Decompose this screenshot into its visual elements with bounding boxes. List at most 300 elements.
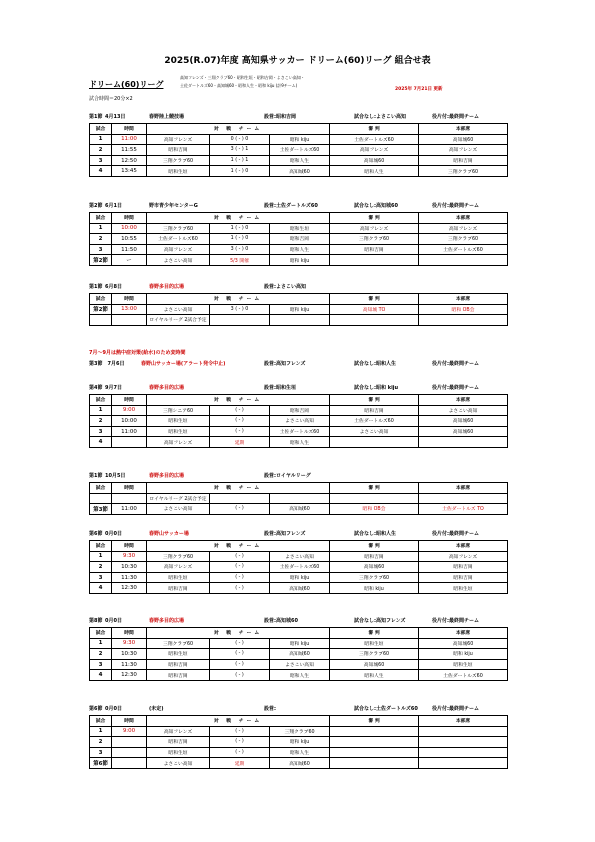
cell-no: 第2節 xyxy=(90,255,112,266)
cell-score xyxy=(210,315,270,326)
cell-ref: 土佐ダートルズ60 xyxy=(330,416,419,427)
table-row xyxy=(90,426,508,437)
section-3 xyxy=(89,384,507,448)
table-row xyxy=(90,223,508,234)
cell-away: 昭和人生 xyxy=(270,244,330,255)
section-header xyxy=(89,705,507,715)
header-no: 試合 xyxy=(90,483,112,494)
cell-no: 3 xyxy=(90,572,112,583)
cell-home: 高知フレンズ xyxy=(147,244,210,255)
cell-score: 3 ( - ) 1 xyxy=(210,145,270,156)
header-no: 試合 xyxy=(90,294,112,305)
notice-round3-setup: 設営:高知フレンズ xyxy=(264,361,306,367)
notice-round3 xyxy=(89,360,507,370)
teams-list-line1: 高知フレンズ・三翔クラブ60・昭和生垣・昭和吉岡・よさこい高知・ xyxy=(180,75,305,80)
header-host: 本部席 xyxy=(419,541,508,552)
cell-away: 高知城60 xyxy=(270,758,330,769)
header-no: 試合 xyxy=(90,541,112,552)
table-row xyxy=(90,166,508,177)
cell-ref: 昭和吉岡 xyxy=(330,405,419,416)
cell-time: 11:30 xyxy=(112,659,147,670)
cell-host: 土佐ダートルズ TO xyxy=(419,504,508,515)
notice-round3-off: 試合なし:昭和人生 xyxy=(354,361,397,367)
date-label: 6月1日 xyxy=(105,203,122,209)
cell-score: ( - ) xyxy=(210,649,270,660)
cell-away: 土佐ダートルズ60 xyxy=(270,426,330,437)
round-label: 第8節 xyxy=(89,618,103,624)
cell-away: 昭和吉岡 xyxy=(270,405,330,416)
cell-no: 3 xyxy=(90,426,112,437)
duty-label: 役片付:最終間チーム xyxy=(432,203,480,209)
table-header-row xyxy=(90,213,508,224)
cell-time: 9:30 xyxy=(112,638,147,649)
cell-score: 5/3 開催 xyxy=(210,255,270,266)
teams-list-line2: 土佐ダートルズ60・高知城60・昭和人生・昭和 kiju (計9チーム) xyxy=(180,83,298,88)
table-row xyxy=(90,315,508,326)
cell-time xyxy=(112,737,147,748)
cell-host: 高知城60 xyxy=(419,416,508,427)
cell-ref: 高知フレンズ xyxy=(330,145,419,156)
cell-away: よさこい高知 xyxy=(270,416,330,427)
cell-score: ( - ) xyxy=(210,405,270,416)
table-row xyxy=(90,437,508,448)
cell-time: 12:30 xyxy=(112,670,147,681)
header-host: 本部席 xyxy=(419,628,508,639)
cell-ref: 三翔クラブ60 xyxy=(330,572,419,583)
table-row xyxy=(90,304,508,315)
header-match: 対 戦 チーム xyxy=(147,716,330,727)
cell-no: 1 xyxy=(90,223,112,234)
cell-time: 11:00 xyxy=(112,134,147,145)
cell-ref: 高知フレンズ xyxy=(330,223,419,234)
cell-home: 土佐ダートルズ60 xyxy=(147,234,210,245)
section-header xyxy=(89,283,507,293)
header-match: 対 戦 チーム xyxy=(147,628,330,639)
notice-round3-duty: 役片付:最終間チーム xyxy=(432,361,480,367)
setup-label: 設営:昭和生垣 xyxy=(264,385,297,391)
cell-home: 昭和生垣 xyxy=(147,416,210,427)
cell-no: 1 xyxy=(90,551,112,562)
header-time: 時間 xyxy=(112,483,147,494)
setup-label: 設営:昭和吉岡 xyxy=(264,114,297,120)
duty-label: 役片付:最終間チーム xyxy=(432,618,480,624)
section-4 xyxy=(89,472,507,515)
cell-away xyxy=(270,493,330,504)
cell-away xyxy=(270,315,330,326)
cell-score: 1 ( - ) 1 xyxy=(210,155,270,166)
cell-score: 3 ( - ) 0 xyxy=(210,304,270,315)
cell-score: ( - ) xyxy=(210,416,270,427)
cell-score: 3 ( - ) 0 xyxy=(210,244,270,255)
header-referee: 審 判 xyxy=(330,716,419,727)
header-referee: 審 判 xyxy=(330,541,419,552)
section-0 xyxy=(89,113,507,177)
setup-label: 設営:よさこい高知 xyxy=(264,284,307,290)
schedule-table xyxy=(89,293,508,326)
cell-away: 昭和 kiju xyxy=(270,255,330,266)
cell-home: 三翔クラブ60 xyxy=(147,223,210,234)
cell-no: 3 xyxy=(90,244,112,255)
cell-ref: 高知城60 xyxy=(330,659,419,670)
cell-no: 2 xyxy=(90,145,112,156)
updated-date: 2025年 7月21日 更新 xyxy=(395,87,443,92)
header-referee: 審 判 xyxy=(330,294,419,305)
cell-home: 昭和生垣 xyxy=(147,747,210,758)
cell-host xyxy=(419,737,508,748)
table-row xyxy=(90,726,508,737)
cell-away: 昭和人生 xyxy=(270,670,330,681)
off-label: 試合なし:昭和 kiju xyxy=(354,385,399,391)
date-label: 9月7日 xyxy=(105,385,122,391)
header-host: 本部席 xyxy=(419,124,508,135)
cell-home: ロイヤルリーグ 2試合予定 xyxy=(147,315,210,326)
table-row xyxy=(90,737,508,748)
off-label: 試合なし:昭和人生 xyxy=(354,531,397,537)
table-header-row xyxy=(90,483,508,494)
date-label: 0月0日 xyxy=(105,706,122,712)
off-label: 試合なし:高知城60 xyxy=(354,203,398,209)
table-row xyxy=(90,405,508,416)
cell-host: 土佐ダートルズ60 xyxy=(419,244,508,255)
round-label: 第1節 xyxy=(89,284,103,290)
cell-ref: 三翔クラブ60 xyxy=(330,234,419,245)
cell-ref: 三翔クラブ60 xyxy=(330,649,419,660)
table-row xyxy=(90,583,508,594)
setup-label: 設営:高知フレンズ xyxy=(264,531,306,537)
cell-ref: 昭和生垣 xyxy=(330,638,419,649)
table-row xyxy=(90,155,508,166)
cell-time xyxy=(112,315,147,326)
header-match: 対 戦 チーム xyxy=(147,395,330,406)
header-host: 本部席 xyxy=(419,483,508,494)
header-host: 本部席 xyxy=(419,213,508,224)
cell-host: 高知フレンズ xyxy=(419,551,508,562)
header-match: 対 戦 チーム xyxy=(147,483,330,494)
cell-time: 12:50 xyxy=(112,155,147,166)
cell-host: 高知フレンズ xyxy=(419,145,508,156)
venue-label: 春野多目的広場 xyxy=(149,385,185,391)
cell-away: 高知城60 xyxy=(270,166,330,177)
cell-away: 昭和吉岡 xyxy=(270,234,330,245)
header-match: 対 戦 チーム xyxy=(147,124,330,135)
cell-no: 2 xyxy=(90,649,112,660)
section-header xyxy=(89,617,507,627)
round-label: 第2節 xyxy=(89,203,103,209)
cell-no: 4 xyxy=(90,583,112,594)
cell-no: 第2節 xyxy=(90,304,112,315)
off-label: 試合なし:よさこい高知 xyxy=(354,114,407,120)
table-header-row xyxy=(90,628,508,639)
cell-no: 3 xyxy=(90,747,112,758)
cell-away: 昭和 kiju xyxy=(270,134,330,145)
duty-label: 役片付:最終間チーム xyxy=(432,385,480,391)
cell-host xyxy=(419,747,508,758)
table-row xyxy=(90,504,508,515)
venue-label: 野市青少年センターG xyxy=(149,203,198,209)
table-row xyxy=(90,649,508,660)
cell-ref: 昭和吉岡 xyxy=(330,551,419,562)
cell-away: よさこい高知 xyxy=(270,659,330,670)
cell-no xyxy=(90,493,112,504)
cell-away: 高知城60 xyxy=(270,504,330,515)
schedule-table xyxy=(89,482,508,515)
section-2 xyxy=(89,283,507,326)
cell-host: 三翔クラブ60 xyxy=(419,166,508,177)
cell-home: よさこい高知 xyxy=(147,504,210,515)
cell-host: 昭和生垣 xyxy=(419,659,508,670)
cell-away: 土佐ダートルズ60 xyxy=(270,145,330,156)
duty-label: 役片付:最終間チーム xyxy=(432,531,480,537)
header-time: 時間 xyxy=(112,628,147,639)
cell-ref: よさこい高知 xyxy=(330,426,419,437)
cell-score: ( - ) xyxy=(210,737,270,748)
cell-home: 昭和吉岡 xyxy=(147,737,210,748)
cell-ref: 昭和 kiju xyxy=(330,583,419,594)
cell-ref: 土佐ダートルズ60 xyxy=(330,134,419,145)
date-label: 0月0日 xyxy=(105,618,122,624)
cell-away: 昭和人生 xyxy=(270,155,330,166)
notice-round3-date: 第3節 7月6日 xyxy=(89,361,125,367)
cell-home: 高知フレンズ xyxy=(147,437,210,448)
cell-no: 1 xyxy=(90,638,112,649)
cell-no: 2 xyxy=(90,416,112,427)
cell-no: 4 xyxy=(90,437,112,448)
section-5 xyxy=(89,530,507,594)
cell-no: 1 xyxy=(90,726,112,737)
cell-home: 昭和生垣 xyxy=(147,649,210,660)
table-row xyxy=(90,747,508,758)
cell-host xyxy=(419,255,508,266)
cell-away: 昭和 kiju xyxy=(270,638,330,649)
table-row xyxy=(90,572,508,583)
header-no: 試合 xyxy=(90,124,112,135)
cell-away: 昭和 kiju xyxy=(270,737,330,748)
cell-ref xyxy=(330,493,419,504)
cell-time xyxy=(112,747,147,758)
cell-time: 9:00 xyxy=(112,726,147,737)
header-no: 試合 xyxy=(90,716,112,727)
cell-home: 高知フレンズ xyxy=(147,134,210,145)
round-label: 第1節 xyxy=(89,114,103,120)
cell-time: 9:00 xyxy=(112,405,147,416)
cell-score: ( - ) xyxy=(210,670,270,681)
cell-host: 土佐ダートルズ60 xyxy=(419,670,508,681)
date-label: 4月13日 xyxy=(105,114,126,120)
header-referee: 審 判 xyxy=(330,395,419,406)
cell-score: ( - ) xyxy=(210,572,270,583)
cell-ref xyxy=(330,255,419,266)
table-row xyxy=(90,758,508,769)
table-row xyxy=(90,562,508,573)
cell-no: 4 xyxy=(90,670,112,681)
cell-score: 1 ( - ) 0 xyxy=(210,223,270,234)
cell-away: 昭和 kiju xyxy=(270,304,330,315)
cell-time: 10:00 xyxy=(112,416,147,427)
cell-host: 昭和 OB会 xyxy=(419,304,508,315)
cell-home: よさこい高知 xyxy=(147,255,210,266)
setup-label: 設営:高知城60 xyxy=(264,618,298,624)
cell-away: 昭和人生 xyxy=(270,747,330,758)
cell-score: 1 ( - ) 0 xyxy=(210,166,270,177)
header-no: 試合 xyxy=(90,213,112,224)
venue-label: 春野山サッカー場 xyxy=(149,531,189,537)
header-time: 時間 xyxy=(112,395,147,406)
cell-time: ー xyxy=(112,255,147,266)
table-row xyxy=(90,234,508,245)
cell-host: 高知城60 xyxy=(419,426,508,437)
venue-label: 春野多目的広場 xyxy=(149,473,185,479)
table-header-row xyxy=(90,124,508,135)
cell-away: 高知城60 xyxy=(270,649,330,660)
cell-time: 10:00 xyxy=(112,223,147,234)
header-time: 時間 xyxy=(112,716,147,727)
cell-ref xyxy=(330,737,419,748)
cell-host: 昭和吉岡 xyxy=(419,155,508,166)
cell-time xyxy=(112,437,147,448)
round-label: 第1節 xyxy=(89,473,103,479)
cell-time: 10:30 xyxy=(112,649,147,660)
cell-away: 土佐ダートルズ60 xyxy=(270,562,330,573)
cell-no: 3 xyxy=(90,659,112,670)
setup-label: 設営: xyxy=(264,706,276,712)
cell-host xyxy=(419,726,508,737)
cell-score xyxy=(210,493,270,504)
header-referee: 審 判 xyxy=(330,483,419,494)
cell-score: ( - ) xyxy=(210,747,270,758)
cell-no: 1 xyxy=(90,405,112,416)
cell-no: 1 xyxy=(90,134,112,145)
duty-label: 役片付:最終間チーム xyxy=(432,706,480,712)
cell-home: 高知フレンズ xyxy=(147,562,210,573)
cell-time: 13:00 xyxy=(112,304,147,315)
cell-ref: 昭和吉岡 xyxy=(330,244,419,255)
cell-host: 三翔クラブ60 xyxy=(419,234,508,245)
table-row xyxy=(90,638,508,649)
venue-label: 春野多目的広場 xyxy=(149,284,185,290)
date-label: 6月8日 xyxy=(105,284,122,290)
cell-away: 三翔クラブ60 xyxy=(270,726,330,737)
cell-score: ( - ) xyxy=(210,583,270,594)
cell-score: ( - ) xyxy=(210,726,270,737)
cell-ref: 高知城 TO xyxy=(330,304,419,315)
header-referee: 審 判 xyxy=(330,628,419,639)
header-referee: 審 判 xyxy=(330,213,419,224)
header-host: 本部席 xyxy=(419,716,508,727)
round-label: 第6節 xyxy=(89,531,103,537)
section-6 xyxy=(89,617,507,681)
header-match: 対 戦 チーム xyxy=(147,213,330,224)
cell-host: 昭和吉岡 xyxy=(419,562,508,573)
cell-ref xyxy=(330,437,419,448)
league-name: ドリーム(60)リーグ xyxy=(89,80,164,89)
cell-time xyxy=(112,758,147,769)
cell-score: ( - ) xyxy=(210,504,270,515)
header-referee: 審 判 xyxy=(330,124,419,135)
cell-time: 11:00 xyxy=(112,426,147,437)
cell-score: ( - ) xyxy=(210,551,270,562)
table-header-row xyxy=(90,395,508,406)
cell-home: 三翔クラブ60 xyxy=(147,638,210,649)
cell-time xyxy=(112,493,147,504)
cell-no xyxy=(90,315,112,326)
cell-home: 昭和吉岡 xyxy=(147,583,210,594)
venue-label: (未定) xyxy=(149,706,164,712)
cell-score: ( - ) xyxy=(210,562,270,573)
off-label: 試合なし:高知フレンズ xyxy=(354,618,406,624)
cell-time: 11:50 xyxy=(112,244,147,255)
schedule-table xyxy=(89,540,508,594)
cell-host xyxy=(419,437,508,448)
notice-heat: 7月～9月は熱中症対策(給水)のため変時間 xyxy=(89,350,186,356)
cell-time: 13:45 xyxy=(112,166,147,177)
off-label: 試合なし:土佐ダートルズ60 xyxy=(354,706,418,712)
header-match: 対 戦 チーム xyxy=(147,541,330,552)
table-row xyxy=(90,244,508,255)
cell-ref xyxy=(330,726,419,737)
cell-no: 2 xyxy=(90,234,112,245)
cell-no: 3 xyxy=(90,155,112,166)
cell-score: 延期 xyxy=(210,437,270,448)
cell-home: 昭和吉岡 xyxy=(147,659,210,670)
cell-home: 昭和吉岡 xyxy=(147,670,210,681)
cell-home: ロイヤルリーグ 2試合予定 xyxy=(147,493,210,504)
cell-time: 11:30 xyxy=(112,572,147,583)
cell-home: 高知フレンズ xyxy=(147,726,210,737)
cell-host: よさこい高知 xyxy=(419,405,508,416)
cell-ref xyxy=(330,758,419,769)
venue-label: 春野陸上競技場 xyxy=(149,114,185,120)
cell-time: 11:55 xyxy=(112,145,147,156)
cell-no: 4 xyxy=(90,166,112,177)
schedule-table xyxy=(89,715,508,769)
date-label: 0月0日 xyxy=(105,531,122,537)
header-no: 試合 xyxy=(90,628,112,639)
cell-score: ( - ) xyxy=(210,659,270,670)
cell-no: 2 xyxy=(90,737,112,748)
match-duration: 試合時間＝20分×2 xyxy=(89,96,133,102)
venue-label: 春野多目的広場 xyxy=(149,618,185,624)
cell-home: 三翔シニア60 xyxy=(147,405,210,416)
page-title: 2025(R.07)年度 高知県サッカー ドリーム(60)リーグ 組合せ表 xyxy=(164,56,431,66)
cell-time: 12:30 xyxy=(112,583,147,594)
cell-home: よさこい高知 xyxy=(147,304,210,315)
setup-label: 設営:土佐ダートルズ60 xyxy=(264,203,318,209)
section-header xyxy=(89,113,507,123)
duty-label: 役片付:最終間チーム xyxy=(432,114,480,120)
cell-ref xyxy=(330,747,419,758)
table-header-row xyxy=(90,541,508,552)
cell-host: 昭和 kiju xyxy=(419,649,508,660)
cell-score: 1 ( - ) 0 xyxy=(210,234,270,245)
cell-no: 2 xyxy=(90,562,112,573)
section-header xyxy=(89,384,507,394)
notice-round3-venue: 春野山サッカー場(アラート発令中止) xyxy=(141,361,226,367)
header-host: 本部席 xyxy=(419,294,508,305)
cell-host: 昭和生垣 xyxy=(419,583,508,594)
table-header-row xyxy=(90,294,508,305)
cell-no: 第3節 xyxy=(90,504,112,515)
cell-home: 昭和生垣 xyxy=(147,166,210,177)
cell-host: 高知城60 xyxy=(419,134,508,145)
table-row xyxy=(90,416,508,427)
round-label: 第4節 xyxy=(89,385,103,391)
date-label: 10月5日 xyxy=(105,473,126,479)
cell-ref: 昭和人生 xyxy=(330,166,419,177)
header-time: 時間 xyxy=(112,124,147,135)
table-row xyxy=(90,134,508,145)
header-host: 本部席 xyxy=(419,395,508,406)
cell-no: 第6節 xyxy=(90,758,112,769)
